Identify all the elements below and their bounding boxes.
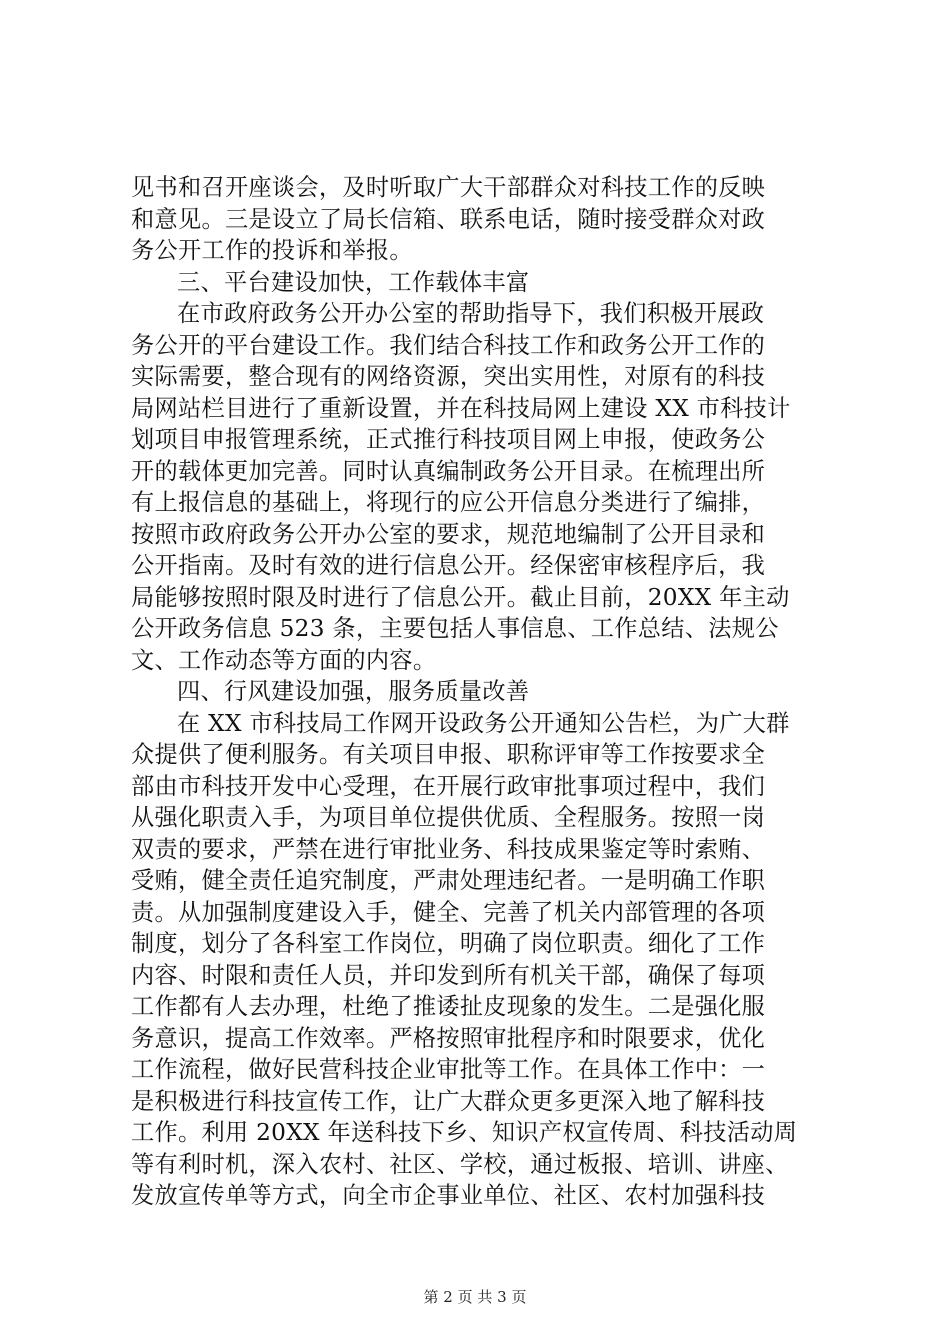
text-line: 部由市科技开发中心受理，在开展行政审批事项过程中，我们 — [131, 772, 766, 800]
text-line: 公开指南。及时有效的进行信息公开。经保密审核程序后，我 — [131, 552, 766, 579]
text-line: 工作。利用 20XX 年送科技下乡、知识产权宣传周、科技活动周 — [131, 1119, 798, 1146]
text-line: 工作流程，做好民营科技企业审批等工作。在具体工作中：一 — [131, 1056, 766, 1083]
text-line: 文、工作动态等方面的内容。 — [131, 646, 437, 674]
text-line: 制度，划分了各科室工作岗位，明确了岗位职责。细化了工作 — [131, 930, 766, 957]
text-line: 工作都有人去办理，杜绝了推诿扯皮现象的发生。二是强化服 — [131, 993, 766, 1020]
text-line: 公开政务信息 523 条，主要包括人事信息、工作总结、法规公 — [131, 615, 779, 642]
text-line: 内容、时限和责任人员，并印发到所有机关干部，确保了每项 — [131, 961, 766, 989]
text-line: 开的载体更加完善。同时认真编制政务公开目录。在梳理出所 — [131, 457, 766, 485]
text-line: 是积极进行科技宣传工作，让广大群众更多更深入地了解科技 — [131, 1087, 766, 1115]
text-line: 局能够按照时限及时进行了信息公开。截止目前，20XX 年主动 — [131, 583, 790, 611]
text-line: 务公开的平台建设工作。我们结合科技工作和政务公开工作的 — [131, 331, 766, 359]
section-heading: 三、平台建设加快，工作载体丰富 — [177, 268, 530, 296]
text-line: 局网站栏目进行了重新设置，并在科技局网上建设 XX 市科技计 — [131, 394, 791, 422]
text-line: 务公开工作的投诉和举报。 — [131, 237, 413, 264]
text-line: 见书和召开座谈会，及时听取广大干部群众对科技工作的反映 — [131, 174, 766, 201]
text-line: 发放宣传单等方式，向全市企事业单位、社区、农村加强科技 — [131, 1182, 766, 1209]
text-line: 受贿，健全责任追究制度，严肃处理违纪者。一是明确工作职 — [131, 867, 766, 894]
text-line: 实际需要，整合现有的网络资源，突出实用性，对原有的科技 — [131, 363, 766, 390]
text-line: 等有利时机，深入农村、社区、学校，通过板报、培训、讲座、 — [131, 1150, 789, 1178]
text-line: 从强化职责入手，为项目单位提供优质、全程服务。按照一岗 — [131, 804, 766, 831]
text-line: 责。从加强制度建设入手，健全、完善了机关内部管理的各项 — [131, 898, 766, 926]
text-line: 和意见。三是设立了局长信箱、联系电话，随时接受群众对政 — [131, 205, 766, 233]
section-heading: 四、行风建设加强，服务质量改善 — [177, 678, 530, 705]
text-line: 按照市政府政务公开办公室的要求，规范地编制了公开目录和 — [131, 520, 766, 548]
page-number: 第 2 页 共 3 页 — [423, 1288, 527, 1306]
text-line: 众提供了便利服务。有关项目申报、职称评审等工作按要求全 — [131, 741, 766, 768]
page-footer — [0, 1287, 950, 1307]
text-line: 划项目申报管理系统，正式推行科技项目网上申报，使政务公 — [131, 426, 766, 453]
paragraph-first-line: 在市政府政务公开办公室的帮助指导下，我们积极开展政 — [177, 300, 765, 327]
text-line: 有上报信息的基础上，将现行的应公开信息分类进行了编排， — [131, 489, 766, 516]
text-line: 双责的要求，严禁在进行审批业务、科技成果鉴定等时索贿、 — [131, 835, 766, 863]
text-line: 务意识，提高工作效率。严格按照审批程序和时限要求，优化 — [131, 1024, 766, 1052]
paragraph-first-line: 在 XX 市科技局工作网开设政务公开通知公告栏，为广大群 — [177, 709, 790, 737]
document-body — [131, 172, 831, 1212]
